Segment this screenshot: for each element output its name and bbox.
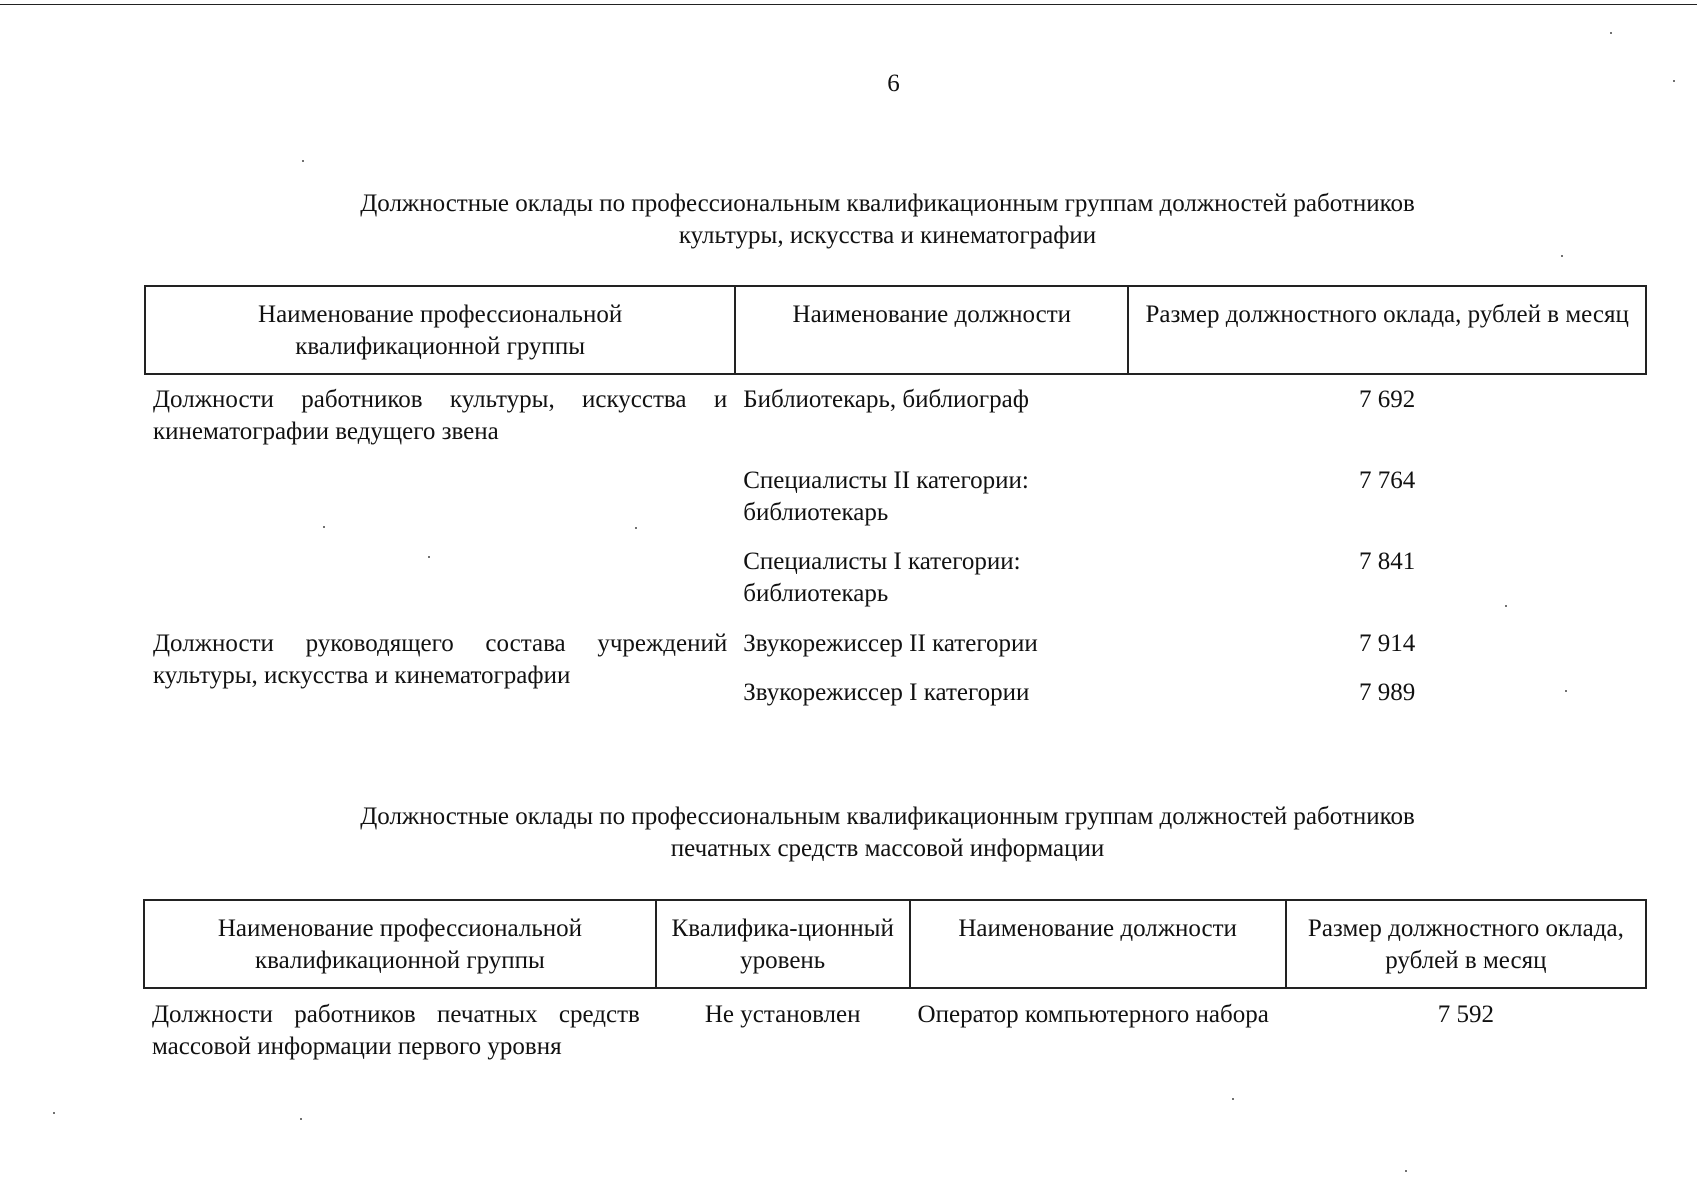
section-title-line: Должностные оклады по профессиональным квалификационным группам должностей работников [360, 803, 1415, 830]
salary-cell: 7 841 [1359, 548, 1416, 575]
table-row [145, 374, 1646, 448]
header-qualification-group: Наименование профессиональной квалификационной группы [145, 286, 735, 374]
scan-speck [1232, 1098, 1234, 1100]
scan-speck [1505, 605, 1507, 607]
scan-speck [323, 526, 325, 528]
section-title-culture [0, 188, 1697, 252]
position-cell: Звукорежиссер I категории [743, 679, 1030, 706]
salary-cell: 7 914 [1359, 630, 1416, 657]
position-cell: Специалисты I категории: библиотекарь [743, 548, 1021, 607]
table-row [145, 610, 1646, 660]
header-salary: Размер должностного оклада, рублей в месяц [1128, 286, 1646, 374]
level-cell: Не установлен [704, 1001, 861, 1028]
position-cell: Специалисты II категории: библиотекарь [743, 467, 1029, 526]
header-position-name: Наименование должности [735, 286, 1128, 374]
group-cell [145, 448, 735, 529]
top-border-line [0, 4, 1697, 5]
position-cell: Звукорежиссер II категории [743, 630, 1038, 657]
page-number: 6 [887, 70, 900, 97]
section-title-line: культуры, искусства и кинематографии [678, 222, 1097, 249]
scan-speck [1673, 80, 1675, 82]
table-row [145, 529, 1646, 610]
scan-speck [1561, 255, 1563, 257]
group-cell: Должности руководящего состава учреждений культуры, искусства и кинематографии [153, 630, 728, 689]
table-row [144, 988, 1646, 1063]
section-title-line: печатных средств массовой информации [670, 835, 1105, 862]
position-cell: Оператор компьютерного набора [917, 1001, 1269, 1028]
table-row [145, 448, 1646, 529]
salary-table-culture [144, 285, 1647, 709]
section-title-press [0, 801, 1697, 865]
scan-speck [302, 160, 304, 162]
scan-speck [635, 527, 637, 529]
scan-speck [1610, 32, 1612, 34]
group-cell [145, 529, 735, 610]
salary-cell: 7 764 [1359, 467, 1416, 494]
group-cell: Должности работников печатных средств массовой информации первого уровня [152, 1001, 640, 1060]
group-cell: Должности работников культуры, искусства и кинематографии ведущего звена [153, 386, 728, 445]
table-header-row [144, 900, 1646, 988]
scan-speck [53, 1112, 55, 1114]
salary-table-press [143, 899, 1647, 1063]
scan-speck [428, 556, 430, 558]
scan-speck [1565, 690, 1567, 692]
header-qualification-level: Квалифика-ционный уровень [656, 900, 910, 988]
scan-speck [300, 1118, 302, 1120]
salary-cell: 7 989 [1359, 679, 1416, 706]
position-cell: Библиотекарь, библиограф [743, 386, 1029, 413]
salary-cell: 7 592 [1437, 1001, 1494, 1028]
scan-speck [1405, 1170, 1407, 1172]
section-title-line: Должностные оклады по профессиональным квалификационным группам должностей работников [360, 190, 1415, 217]
header-position-name: Наименование должности [910, 900, 1286, 988]
salary-cell: 7 692 [1359, 386, 1416, 413]
table-header-row [145, 286, 1646, 374]
header-salary: Размер должностного оклада, рублей в месяц [1286, 900, 1646, 988]
header-qualification-group: Наименование профессиональной квалификационной группы [144, 900, 656, 988]
